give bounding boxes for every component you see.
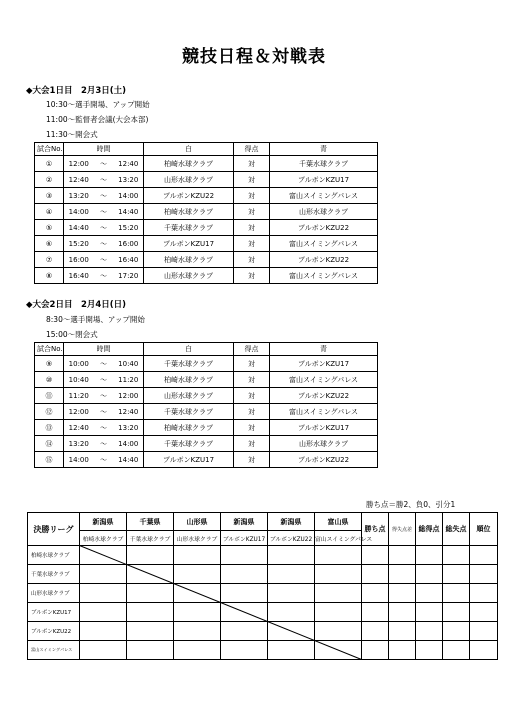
league-result-cell (362, 622, 389, 641)
league-result-cell (268, 546, 315, 565)
league-team-header: 柏崎水球クラブ (80, 531, 127, 546)
white-team: ブルボンKZU17 (144, 236, 234, 252)
league-team-result-row (28, 622, 498, 641)
match-number: ⑥ (35, 236, 64, 252)
league-team-result-row (28, 603, 498, 622)
end-time: 15:20 (114, 220, 144, 236)
table-row (35, 268, 378, 284)
league-result-cell (416, 641, 443, 660)
league-row-team-name: 柏崎水球クラブ (28, 546, 80, 565)
league-result-cell (80, 622, 127, 641)
league-result-cell (80, 565, 127, 584)
league-result-cell (174, 546, 221, 565)
league-row-team-name: ブルボンKZU22 (28, 622, 80, 641)
white-team: 柏崎水球クラブ (144, 372, 234, 388)
table-row (35, 172, 378, 188)
table-row (35, 420, 378, 436)
league-result-cell (127, 622, 174, 641)
league-result-cell (389, 603, 416, 622)
league-stat-header-goals-for: 総得点 (416, 513, 443, 546)
end-time: 14:40 (114, 204, 144, 220)
score-cell: 対 (234, 156, 270, 172)
page-title: 競技日程＆対戦表 (182, 47, 326, 67)
table-row (35, 356, 378, 372)
time-separator: ～ (94, 156, 114, 172)
blue-team: ブルボンKZU17 (270, 172, 378, 188)
league-prefecture-header: 新潟県 (268, 513, 315, 531)
league-result-cell (315, 622, 362, 641)
league-team-result-row (28, 584, 498, 603)
league-result-cell (221, 546, 268, 565)
end-time: 12:40 (114, 156, 144, 172)
league-result-cell (389, 622, 416, 641)
header-white: 白 (144, 343, 234, 356)
header-blue: 青 (270, 343, 378, 356)
day1-schedule-table (34, 142, 378, 284)
start-time: 14:00 (64, 204, 94, 220)
match-number: ④ (35, 204, 64, 220)
league-table (27, 512, 498, 660)
time-separator: ～ (94, 388, 114, 404)
match-number: ⑫ (35, 404, 64, 420)
league-row-team-name: 山形水球クラブ (28, 584, 80, 603)
day2-schedule-table (34, 342, 378, 468)
blue-team: 千葉水球クラブ (270, 156, 378, 172)
score-cell: 対 (234, 220, 270, 236)
league-result-cell (470, 603, 498, 622)
league-result-cell (362, 565, 389, 584)
league-result-cell (389, 584, 416, 603)
league-team-header: 山形水球クラブ (174, 531, 221, 546)
blue-team: 富山スイミングパレス (270, 236, 378, 252)
start-time: 10:00 (64, 356, 94, 372)
league-result-cell (416, 584, 443, 603)
league-team-header: ブルボンKZU22 (268, 531, 315, 546)
white-team: 山形水球クラブ (144, 268, 234, 284)
league-result-cell (470, 622, 498, 641)
match-number: ③ (35, 188, 64, 204)
league-result-cell (315, 584, 362, 603)
blue-team: 富山スイミングパレス (270, 188, 378, 204)
league-team-result-row (28, 641, 498, 660)
match-number: ⑪ (35, 388, 64, 404)
blue-team: ブルボンKZU22 (270, 452, 378, 468)
end-time: 16:00 (114, 236, 144, 252)
table-row (35, 404, 378, 420)
league-result-cell (221, 641, 268, 660)
end-time: 14:00 (114, 436, 144, 452)
league-team-result-row (28, 565, 498, 584)
header-white: 白 (144, 143, 234, 156)
table-row (35, 236, 378, 252)
start-time: 15:20 (64, 236, 94, 252)
blue-team: 山形水球クラブ (270, 436, 378, 452)
league-result-cell (80, 546, 127, 565)
league-result-cell (221, 584, 268, 603)
league-row-team-name: 富山スイミングパレス (28, 641, 80, 660)
match-number: ⑮ (35, 452, 64, 468)
league-result-cell (315, 546, 362, 565)
score-cell: 対 (234, 452, 270, 468)
end-time: 12:40 (114, 404, 144, 420)
league-result-cell (174, 622, 221, 641)
time-separator: ～ (94, 236, 114, 252)
header-score: 得点 (234, 343, 270, 356)
score-cell: 対 (234, 236, 270, 252)
white-team: 千葉水球クラブ (144, 220, 234, 236)
start-time: 12:40 (64, 420, 94, 436)
end-time: 11:20 (114, 372, 144, 388)
league-result-cell (127, 603, 174, 622)
blue-team: 山形水球クラブ (270, 204, 378, 220)
start-time: 10:40 (64, 372, 94, 388)
time-separator: ～ (94, 172, 114, 188)
white-team: 柏崎水球クラブ (144, 420, 234, 436)
time-separator: ～ (94, 268, 114, 284)
end-time: 13:20 (114, 172, 144, 188)
league-result-cell (443, 622, 470, 641)
match-number: ⑤ (35, 220, 64, 236)
table-header-row (35, 143, 378, 156)
league-result-cell (315, 565, 362, 584)
league-result-cell (443, 603, 470, 622)
score-cell: 対 (234, 388, 270, 404)
table-row (35, 188, 378, 204)
league-team-header: 千葉水球クラブ (127, 531, 174, 546)
league-row-team-name: 千葉水球クラブ (28, 565, 80, 584)
league-team-header: 富山スイミングパレス (315, 531, 362, 546)
league-result-cell (127, 641, 174, 660)
blue-team: ブルボンKZU22 (270, 220, 378, 236)
score-cell: 対 (234, 172, 270, 188)
header-blue: 青 (270, 143, 378, 156)
league-stat-header-goals-against: 総失点 (443, 513, 470, 546)
league-result-cell (174, 565, 221, 584)
league-result-cell (389, 641, 416, 660)
league-stat-header-goals-lost-diff: 得失点差 (389, 513, 416, 546)
header-match-no: 試合No. (35, 143, 64, 156)
league-result-cell (416, 565, 443, 584)
league-result-cell (174, 584, 221, 603)
match-number: ⑩ (35, 372, 64, 388)
league-result-cell (470, 565, 498, 584)
time-separator: ～ (94, 404, 114, 420)
league-result-cell (127, 565, 174, 584)
blue-team: ブルボンKZU22 (270, 252, 378, 268)
league-result-cell (389, 546, 416, 565)
table-row (35, 436, 378, 452)
start-time: 16:00 (64, 252, 94, 268)
header-score: 得点 (234, 143, 270, 156)
table-row (35, 452, 378, 468)
league-result-cell (315, 641, 362, 660)
league-result-cell (470, 546, 498, 565)
table-header-row (35, 343, 378, 356)
table-row (35, 220, 378, 236)
league-prefecture-row (28, 513, 498, 531)
league-prefecture-header: 千葉県 (127, 513, 174, 531)
time-separator: ～ (94, 436, 114, 452)
start-time: 12:00 (64, 156, 94, 172)
score-cell: 対 (234, 372, 270, 388)
league-result-cell (315, 603, 362, 622)
white-team: ブルボンKZU17 (144, 452, 234, 468)
score-cell: 対 (234, 268, 270, 284)
white-team: 千葉水球クラブ (144, 404, 234, 420)
start-time: 16:40 (64, 268, 94, 284)
day1-note: 11:00～監督者会議(大会本部) (46, 115, 149, 124)
league-result-cell (127, 546, 174, 565)
blue-team: 富山スイミングパレス (270, 372, 378, 388)
day2-note: 15:00～閉会式 (46, 330, 98, 339)
league-result-cell (389, 565, 416, 584)
score-cell: 対 (234, 204, 270, 220)
table-row (35, 156, 378, 172)
league-result-cell (221, 565, 268, 584)
league-result-cell (174, 641, 221, 660)
league-result-cell (362, 584, 389, 603)
score-cell: 対 (234, 436, 270, 452)
end-time: 17:20 (114, 268, 144, 284)
match-number: ⑨ (35, 356, 64, 372)
day1-note: 10:30～選手開場、アップ開始 (46, 100, 150, 109)
score-cell: 対 (234, 404, 270, 420)
time-separator: ～ (94, 372, 114, 388)
league-result-cell (443, 584, 470, 603)
white-team: 柏崎水球クラブ (144, 252, 234, 268)
day1-note: 11:30～開会式 (46, 130, 98, 139)
league-result-cell (221, 622, 268, 641)
score-cell: 対 (234, 188, 270, 204)
time-separator: ～ (94, 356, 114, 372)
league-prefecture-header: 富山県 (315, 513, 362, 531)
blue-team: ブルボンKZU17 (270, 420, 378, 436)
match-number: ⑬ (35, 420, 64, 436)
league-team-result-row (28, 546, 498, 565)
match-number: ⑧ (35, 268, 64, 284)
header-match-no: 試合No. (35, 343, 64, 356)
league-result-cell (443, 546, 470, 565)
score-cell: 対 (234, 420, 270, 436)
start-time: 13:20 (64, 436, 94, 452)
league-result-cell (268, 603, 315, 622)
points-rule-note: 勝ち点＝勝2、負0、引分1 (366, 500, 456, 509)
blue-team: ブルボンKZU17 (270, 356, 378, 372)
time-separator: ～ (94, 452, 114, 468)
league-result-cell (127, 584, 174, 603)
time-separator: ～ (94, 252, 114, 268)
white-team: 千葉水球クラブ (144, 356, 234, 372)
day1-heading: ◆大会1日目 2月3日(土) (26, 86, 127, 96)
league-result-cell (470, 641, 498, 660)
end-time: 10:40 (114, 356, 144, 372)
time-separator: ～ (94, 220, 114, 236)
start-time: 12:40 (64, 172, 94, 188)
start-time: 11:20 (64, 388, 94, 404)
blue-team: 富山スイミングパレス (270, 268, 378, 284)
table-row (35, 252, 378, 268)
end-time: 14:00 (114, 188, 144, 204)
league-result-cell (443, 565, 470, 584)
league-result-cell (362, 546, 389, 565)
white-team: 柏崎水球クラブ (144, 204, 234, 220)
white-team: 千葉水球クラブ (144, 436, 234, 452)
header-time: 時間 (64, 143, 144, 156)
league-row-team-name: ブルボンKZU17 (28, 603, 80, 622)
start-time: 12:00 (64, 404, 94, 420)
end-time: 12:00 (114, 388, 144, 404)
match-number: ① (35, 156, 64, 172)
league-result-cell (362, 641, 389, 660)
league-result-cell (362, 603, 389, 622)
league-result-cell (416, 603, 443, 622)
league-result-cell (221, 603, 268, 622)
league-prefecture-header: 山形県 (174, 513, 221, 531)
league-result-cell (80, 584, 127, 603)
table-row (35, 372, 378, 388)
league-result-cell (470, 584, 498, 603)
league-result-cell (174, 603, 221, 622)
table-row (35, 204, 378, 220)
white-team: 山形水球クラブ (144, 172, 234, 188)
match-number: ⑭ (35, 436, 64, 452)
league-result-cell (268, 641, 315, 660)
league-prefecture-header: 新潟県 (80, 513, 127, 531)
score-cell: 対 (234, 356, 270, 372)
start-time: 14:40 (64, 220, 94, 236)
white-team: 山形水球クラブ (144, 388, 234, 404)
end-time: 14:40 (114, 452, 144, 468)
white-team: 柏崎水球クラブ (144, 156, 234, 172)
match-number: ⑦ (35, 252, 64, 268)
white-team: ブルボンKZU22 (144, 188, 234, 204)
score-cell: 対 (234, 252, 270, 268)
league-result-cell (268, 584, 315, 603)
end-time: 16:40 (114, 252, 144, 268)
match-number: ② (35, 172, 64, 188)
start-time: 13:20 (64, 188, 94, 204)
blue-team: 富山スイミングパレス (270, 404, 378, 420)
league-result-cell (268, 622, 315, 641)
league-stat-header-points: 勝ち点 (362, 513, 389, 546)
start-time: 14:00 (64, 452, 94, 468)
header-time: 時間 (64, 343, 144, 356)
league-prefecture-header: 新潟県 (221, 513, 268, 531)
league-stat-header-rank: 順位 (470, 513, 498, 546)
table-row (35, 388, 378, 404)
day2-heading: ◆大会2日目 2月4日(日) (26, 300, 127, 310)
day2-note: 8:30～選手開場、アップ開始 (46, 315, 145, 324)
league-result-cell (443, 641, 470, 660)
league-result-cell (80, 603, 127, 622)
league-result-cell (80, 641, 127, 660)
league-team-header: ブルボンKZU17 (221, 531, 268, 546)
league-result-cell (268, 565, 315, 584)
time-separator: ～ (94, 420, 114, 436)
time-separator: ～ (94, 188, 114, 204)
league-result-cell (416, 622, 443, 641)
end-time: 13:20 (114, 420, 144, 436)
league-result-cell (416, 546, 443, 565)
league-title: 決勝リーグ (28, 513, 80, 546)
blue-team: ブルボンKZU22 (270, 388, 378, 404)
time-separator: ～ (94, 204, 114, 220)
